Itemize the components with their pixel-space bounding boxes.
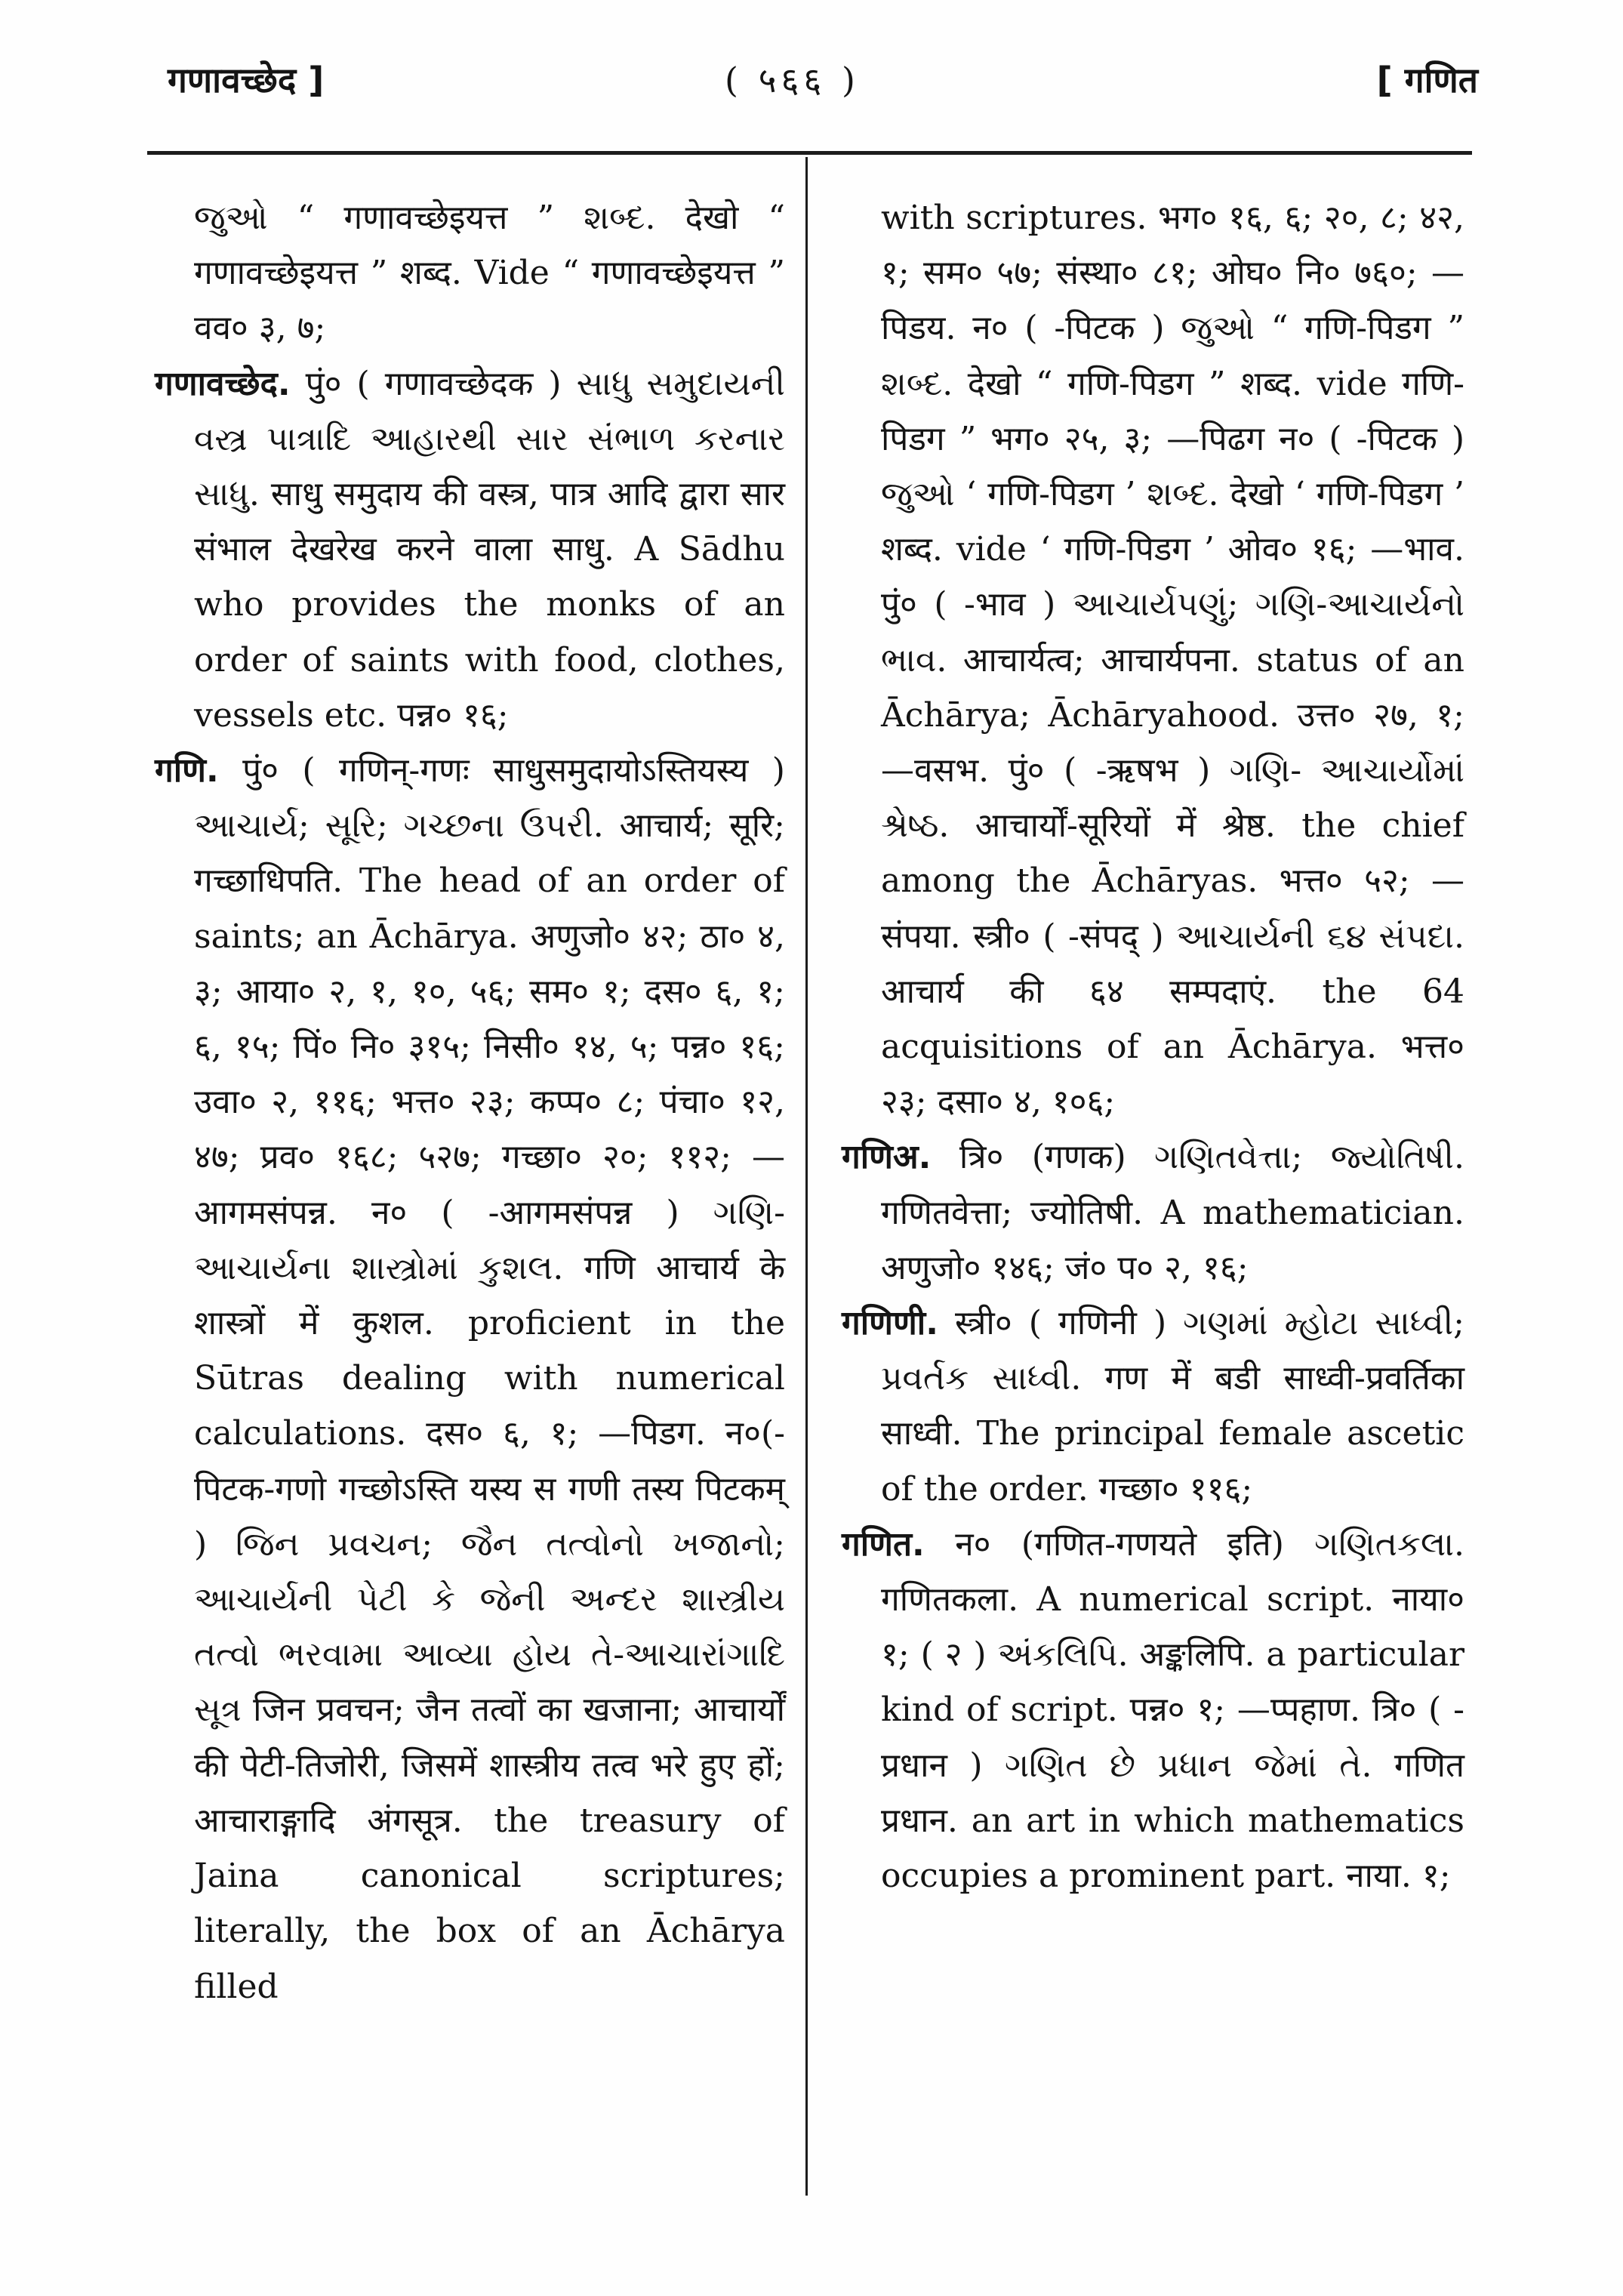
entry-headword: गणित. — [842, 1524, 925, 1564]
dictionary-entry — [155, 356, 785, 743]
entry-headword: गणिअ. — [842, 1138, 932, 1177]
entry-text: with scriptures. भग० १६, ६; २०, ८; ४२, १; सम० ५७; संस्था० ८१; ओघ० नि० ७६०; —पिडय. न० ( -पिटक ) જુઓ “ गणि-पिडग ” શબ્દ. देखो “ गणि-पिडग ” शब्द. vide गणि-पिडग ” भग० २५, ३; —पिढग न० ( -पिटक ) જુઓ ‘ गणि-पिडग ’ શબ્દ. देखो ‘ गणि-पिडग ’ शब्द. vide ‘ गणि-पिडग ’ ओव० १६; —भाव. पुं० ( -भाव ) આચાર્યપણું; ગણિ-આચાર્યનો ભાવ. आचार्यत्व; आचार्यपना. status of an Āchārya; Āchāryahood. उत्त० २७, १; —वसभ. पुं० ( -ऋषभ ) ગણિ- આચાર્યોમાં શ્રેષ્ઠ. आचार्यों-सूरियों में श्रेष्ठ. the chief among the Āchāryas. भत्त० ५२; —संपया. स्त्री० ( -संपद् ) આચાર્યની ૬૪ સંપદા. आचार्य की ६४ सम्पदाएं. the 64 acquisitions of an Āchārya. भत्त० २३; दसा० ४, १०६; — [881, 199, 1464, 1122]
left-column — [155, 190, 785, 2014]
dictionary-entry — [842, 190, 1464, 1130]
entry-text: पुं० ( गणिन्-गणः साधुसमुदायोऽस्तियस्य ) આચાર્ય; સૂરિ; ગચ્છના ઉપરી. आचार्य; सूरि; गच्छाधिपति. The head of an order of saints; an Āchārya. अणुजो० ४२; ठा० ४, ३; आया० २, १, १०, ५६; सम० १; दस० ६, १; ६, १५; पिं० नि० ३१५; निसी० १४, ५; पन्न० १६; उवा० २, ११६; भत्त० २३; कप्प० ८; पंचा० १२, ४७; प्रव० १६८; ५२७; गच्छा० २०; ११२; —आगमसंपन्न. न० ( -आगमसंपन्न ) ગણિ-આચાર્યના શાસ્ત્રોમાં કુશલ. गणि आचार्य के शास्त्रों में कुशल. proficient in the Sūtras dealing with numerical calculations. दस० ६, १; —पिडग. न०(-पिटक-गणो गच्छोऽस्ति यस्य स गणी तस्य पिटकम् ) જિન પ્રવચન; જૈન તત્વોનો ખજાનો; આચાર્યની પેટી કે જેની અન્દર શાસ્ત્રીય તત્વો ભરવામા આવ્યા હોય તે-આચારાંગાદિ સૂત્ર जिन प्रवचन; जैन तत्वों का खजाना; आचार्यों की पेटी-तिजोरी, जिसमें शास्त्रीय तत्व भरे हुए हों; आचाराङ्गादि अंगसूत्र. the treasury of Jaina canonical scriptures; literally, the box of an Āchārya filled — [194, 751, 785, 2006]
running-head-right: [ गणित — [1376, 60, 1478, 100]
entry-headword: गणि. — [155, 751, 219, 791]
entry-text: જુઓ “ गणावच्छेइयत्त ” શબ્દ. देखो “ गणावच्छेइयत्त ” शब्द. Vide “ गणावच्छेइयत्त ” वव० ३, ७; — [194, 199, 785, 348]
entry-text: पुं० ( गणावच्छेदक ) સાધુ સમુદાયની વસ્ત્ર પાત્રાદિ આહારથી સાર સંભાળ કરનાર સાધુ. साधु समुदाय की वस्त्र, पात्र आदि द्वारा सार संभाल देखरेख करने वाला साधु. A Sādhu who provides the monks of an order of saints with food, clothes, vessels etc. पन्न० १६; — [194, 364, 785, 735]
header-rule — [147, 151, 1472, 155]
dictionary-entry — [842, 1517, 1464, 1903]
page-number: ( ५६६ ) — [725, 60, 860, 100]
dictionary-entry — [155, 743, 785, 2014]
entry-text: न० (गणित-गणयते इति) ગણિતકલા. गणितकला. A numerical script. नाया० १; ( २ ) અંકલિપિ. अङ्कलिपि. a particular kind of script. पन्न० १; —प्पहाण. त्रि० ( -प्रधान ) ગણિત છે પ્રધાન જેમાં તે. गणित प्रधान. an art in which mathematics occupies a prominent part. नाया. १; — [881, 1524, 1464, 1896]
dictionary-entry — [842, 1130, 1464, 1296]
column-divider — [805, 157, 808, 2196]
entry-text: त्रि० (गणक) ગણિતવેત્તા; જ્યોતિષી. गणितवेत्ता; ज्योतिषी. A mathematician. अणुजो० १४६; जं० प० २, १६; — [881, 1138, 1464, 1287]
entry-headword: गणिणी. — [842, 1304, 938, 1343]
entry-headword: गणावच्छेद. — [155, 364, 291, 403]
dictionary-entry — [842, 1296, 1464, 1517]
right-column — [842, 190, 1464, 1903]
entry-text: स्त्री० ( गणिनी ) ગણમાં મ્હોટા સાધ્વી; પ્રવર્તક સાધ્વી. गण में बडी साध्वी-प्रवर्तिका साध्वी. The principal female ascetic of the order. गच्छा० ११६; — [881, 1304, 1464, 1509]
dictionary-entry — [155, 190, 785, 356]
running-head-left: गणावच्छेद ] — [168, 60, 325, 100]
